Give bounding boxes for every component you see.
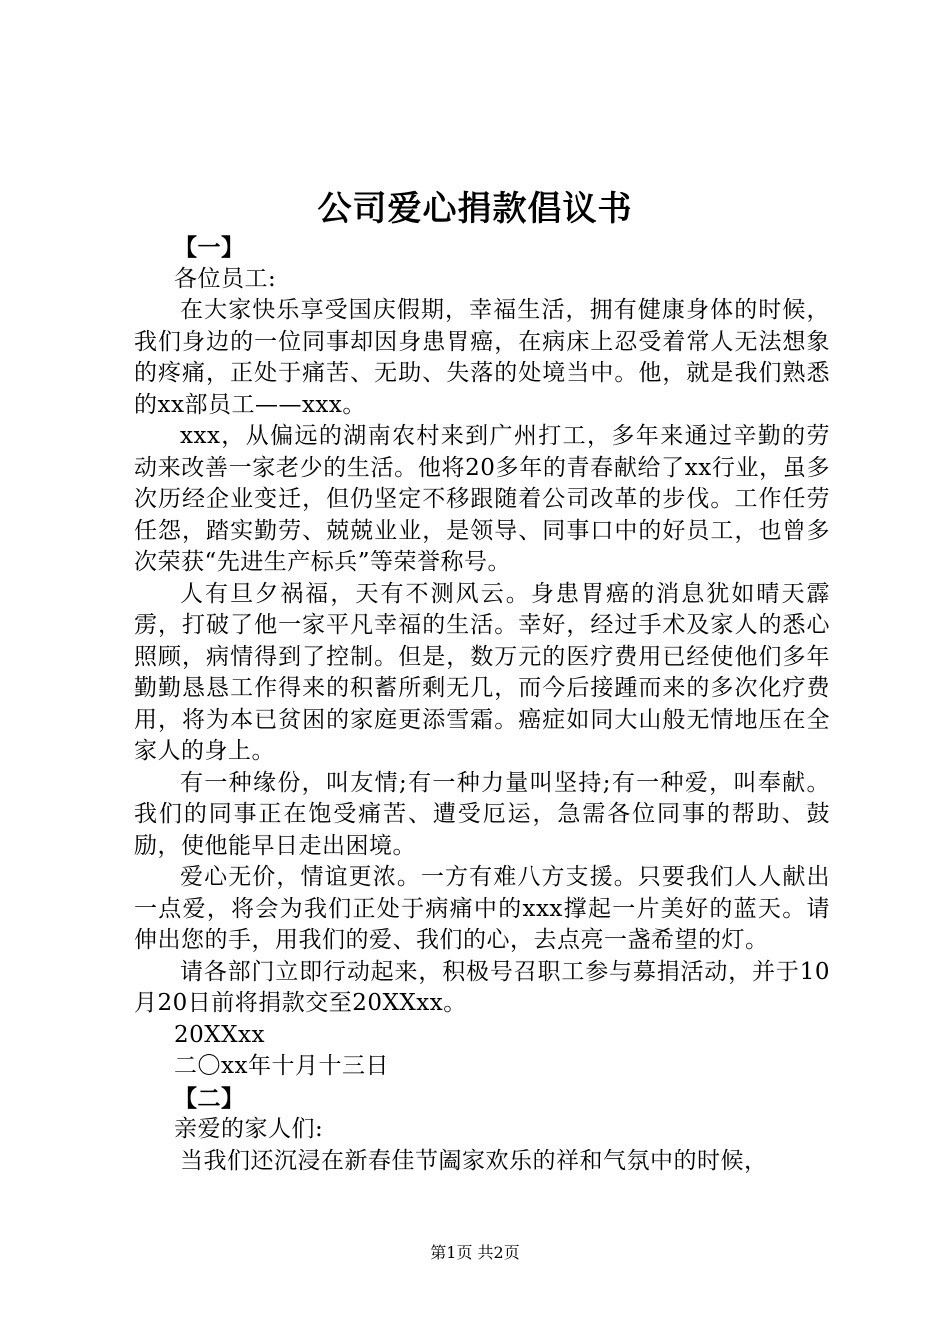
paragraph: xxx，从偏远的湖南农村来到广州打工，多年来通过辛勤的劳动来改善一家老少的生活。他将20多年的青春献给了xx行业，虽多次历经企业变迁，但仍坚定不移跟随着公司改革的步伐。工作任劳任怨，踏实勤劳、兢兢业业，是领导、同事口中的好员工，也曾多次荣获“先进生产标兵”等荣誉称号。 — [134, 423, 830, 575]
paragraph: 爱心无价，情谊更浓。一方有难八方支援。只要我们人人献出一点爱，将会为我们正处于病痛中的xxx撑起一片美好的蓝天。请伸出您的手，用我们的爱、我们的心，去点亮一盏希望的灯。 — [134, 864, 830, 953]
date-line: 二〇xx年十月十三日 — [174, 1053, 389, 1079]
page-footer: 第1页 共2页 — [430, 1243, 520, 1262]
paragraph: 请各部门立即行动起来，积极号召职工参与募捐活动，并于10月20日前将捐款交至20XXxx。 — [134, 958, 830, 1016]
salutation-2: 亲爱的家人们: — [174, 1116, 324, 1142]
paragraph: 有一种缘份，叫友情;有一种力量叫坚持;有一种爱，叫奉献。我们的同事正在饱受痛苦、遭受厄运，急需各位同事的帮助、鼓励，使他能早日走出困境。 — [134, 769, 830, 859]
document-body — [134, 232, 830, 1177]
paragraph: 在大家快乐享受国庆假期，幸福生活，拥有健康身体的时候，我们身边的一位同事却因身患胃癌，在病床上忍受着常人无法想象的疼痛，正处于痛苦、无助、失落的处境当中。他，就是我们熟悉的xx部员工——xxx。 — [134, 297, 830, 418]
document-title: 公司爱心捐款倡议书 — [317, 189, 633, 229]
section-marker-2: 【二】 — [174, 1084, 245, 1112]
signature: 20XXxx — [174, 1021, 265, 1048]
paragraph: 当我们还沉浸在新春佳节阖家欢乐的祥和气氛中的时候， — [180, 1147, 768, 1174]
section-marker-1: 【一】 — [174, 234, 245, 261]
salutation-1: 各位员工: — [174, 265, 277, 292]
paragraph: 人有旦夕祸福，天有不测风云。身患胃癌的消息犹如晴天霹雳，打破了他一家平凡幸福的生活。幸好，经过手术及家人的悉心照顾，病情得到了控制。但是，数万元的医疗费用已经使他们多年勤勤恳恳工作得来的积蓄所剩无几，而今后接踵而来的多次化疗费用，将为本已贫困的家庭更添雪霜。癌症如同大山般无情地压在全家人的身上。 — [134, 580, 830, 764]
